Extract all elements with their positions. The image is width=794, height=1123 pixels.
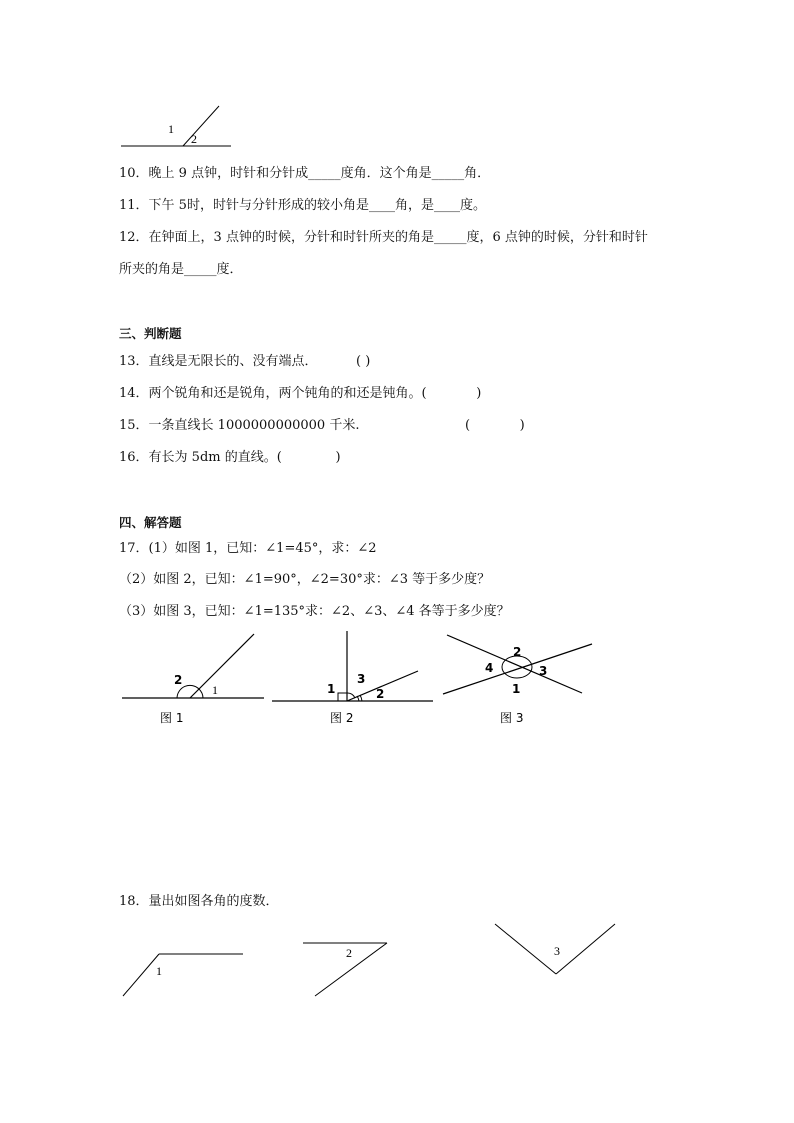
question-15-text: 15．一条直线长 1000000000000 千米. [119,418,360,433]
q18-angle-3-figure [495,924,615,974]
fig3-caption: 图 3 [500,711,524,725]
q18-angle-3-label: 3 [554,944,560,958]
question-17-part-3: （3）如图 3，已知：∠1=135°求：∠2、∠3、∠4 各等于多少度？ [119,604,510,619]
q18-angle-1-figure [123,954,243,996]
fig3-angle-1-label: 1 [512,682,521,696]
question-14-text: 14．两个锐角和还是锐角，两个钝角的和还是钝角。( [119,386,427,401]
fig3-angle-3-label: 3 [539,664,548,678]
figure-2 [272,631,433,725]
question-17-part-2: （2）如图 2，已知：∠1=90°，∠2=30°求：∠3 等于多少度？ [119,572,491,587]
figure-1 [122,634,264,725]
question-11: 11．下午 5时，时针与分针形成的较小角是____角，是____度。 [119,198,486,213]
question-18: 18．量出如图各角的度数． [119,894,279,909]
question-12-line-1: 12．在钟面上，3 点钟的时候，分针和时针所夹的角是_____度，6 点钟的时候，分针和时针 [119,230,648,245]
question-14 [119,386,481,402]
question-14-answer-blank[interactable]: ) [426,386,482,401]
question-16 [119,450,341,466]
top-angle-label-2: 2 [191,132,197,146]
question-16-answer-blank[interactable]: ) [281,450,341,465]
fig1-angle-2-label: 2 [174,673,183,687]
fig2-angle-3-label: 3 [357,672,366,686]
fig2-caption: 图 2 [330,711,354,725]
question-13 [119,354,371,370]
q18-angle-2-figure [303,943,387,996]
question-15-answer-blank[interactable]: ( ) [465,418,525,433]
question-17-part-1: 17．(1）如图 1，已知：∠1=45°，求：∠2 [119,541,377,556]
question-16-text: 16．有长为 5dm 的直线。( [119,450,282,465]
fig3-angle-4-label: 4 [485,661,494,675]
figure-3 [443,635,592,725]
question-13-answer-blank[interactable]: ( ) [356,354,371,369]
section-4-heading: 四、解答题 [119,515,182,530]
q18-angle-1-label: 1 [156,964,162,978]
question-15 [119,418,525,434]
question-13-text: 13．直线是无限长的、没有端点． [119,354,318,369]
top-angle-figure [121,106,231,146]
question-10: 10．晚上 9 点钟，时针和分针成_____度角．这个角是_____角． [119,166,491,181]
fig1-angle-1-label: 1 [212,683,218,697]
section-3-heading: 三、判断题 [119,326,182,341]
fig2-angle-2-label: 2 [376,687,385,701]
top-angle-label-1: 1 [168,122,174,136]
fig2-angle-1-label: 1 [327,682,336,696]
fig1-caption: 图 1 [160,711,184,725]
question-12-line-2: 所夹的角是_____度． [119,262,243,277]
q18-angle-2-label: 2 [346,946,352,960]
fig3-angle-2-label: 2 [513,645,522,659]
